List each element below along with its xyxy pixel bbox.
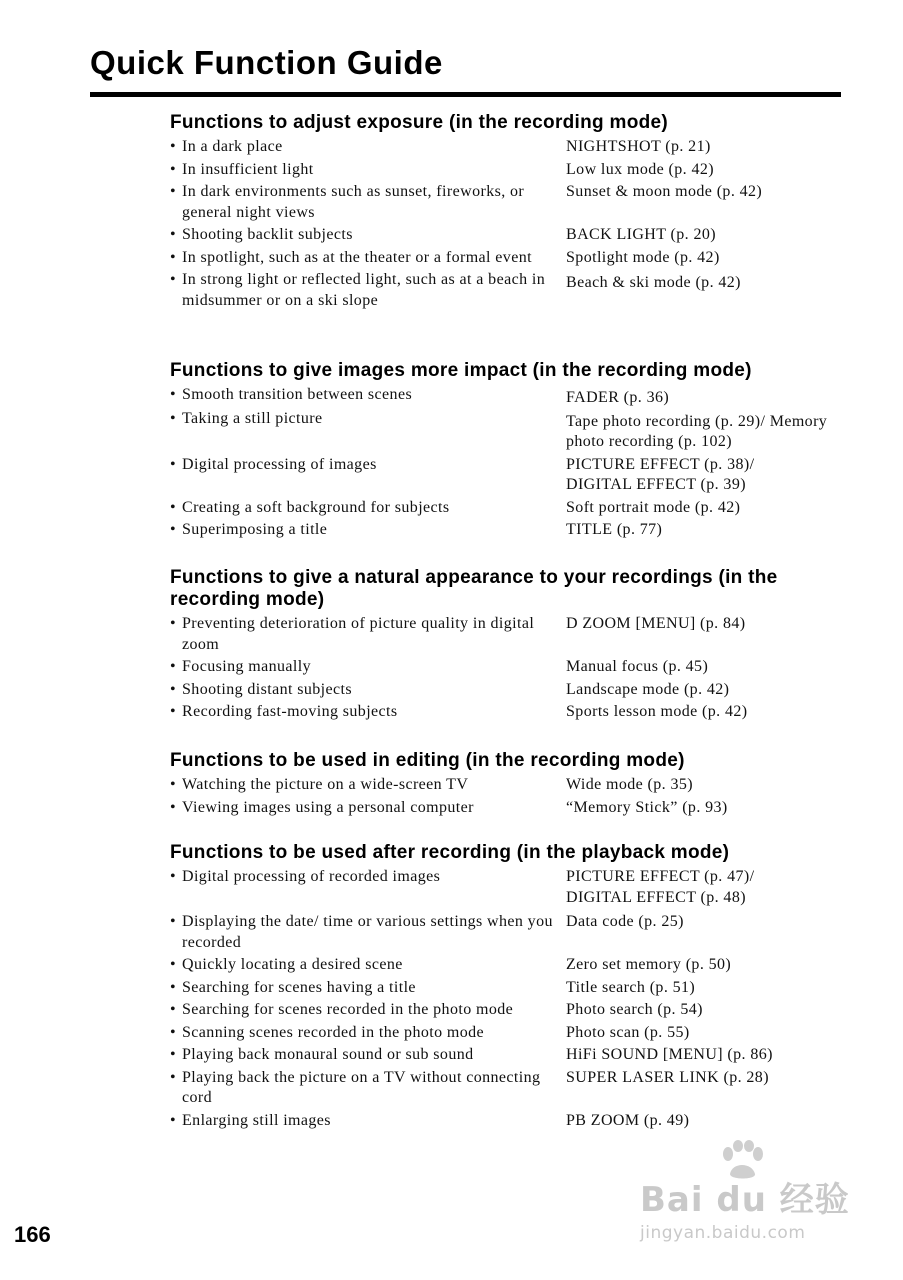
function-ref: “Memory Stick” (p. 93) xyxy=(566,798,728,816)
bullet: • xyxy=(170,183,177,200)
bullet: • xyxy=(170,138,177,155)
task-text: Scanning scenes recorded in the photo mode xyxy=(182,1023,485,1041)
bullet: • xyxy=(170,160,177,178)
list-item xyxy=(170,1045,850,1066)
section-heading: Functions to be used after recording (in the playback mode) xyxy=(170,842,730,863)
list-item xyxy=(170,455,850,496)
bullet: • xyxy=(170,978,177,996)
bullet: • xyxy=(170,1001,177,1018)
function-ref: Photo scan (p. 55) xyxy=(566,1023,690,1041)
function-ref: NIGHTSHOT (p. 21) xyxy=(566,138,711,155)
list-item xyxy=(170,409,850,453)
task-text: Searching for scenes having a title xyxy=(182,978,416,996)
task-text: Superimposing a title xyxy=(182,521,328,538)
task-text: Enlarging still images xyxy=(182,1111,331,1129)
list-item xyxy=(170,798,850,819)
bullet: • xyxy=(170,248,177,266)
paw-icon xyxy=(718,1140,766,1180)
task-text: Searching for scenes recorded in the photo mode xyxy=(182,1001,514,1018)
function-ref: Data code (p. 25) xyxy=(566,913,684,930)
function-ref: Sunset & moon mode (p. 42) xyxy=(566,183,763,200)
task-text: Shooting distant subjects xyxy=(182,680,352,698)
bullet: • xyxy=(170,1046,177,1063)
task-text: Focusing manually xyxy=(182,658,312,675)
task-text: Digital processing of recorded images xyxy=(182,868,441,885)
function-ref: Manual focus (p. 45) xyxy=(566,658,709,675)
task-text: In insufficient light xyxy=(182,160,314,178)
function-ref: Sports lesson mode (p. 42) xyxy=(566,703,748,720)
bullet: • xyxy=(170,386,177,403)
list-item xyxy=(170,955,850,976)
function-ref: Landscape mode (p. 42) xyxy=(566,680,730,698)
bullet: • xyxy=(170,271,177,288)
function-ref: BACK LIGHT (p. 20) xyxy=(566,226,717,243)
list-item xyxy=(170,248,850,269)
function-ref: Soft portrait mode (p. 42) xyxy=(566,498,741,516)
function-ref: TITLE (p. 77) xyxy=(566,521,663,538)
bullet: • xyxy=(170,409,177,427)
list-item xyxy=(170,137,850,158)
function-ref: PICTURE EFFECT (p. 47)/ DIGITAL EFFECT (p. 48) xyxy=(566,868,755,906)
bullet: • xyxy=(170,1111,177,1129)
page-title: Quick Function Guide xyxy=(90,44,443,81)
list-item xyxy=(170,1000,850,1021)
task-text: Shooting backlit subjects xyxy=(182,226,353,243)
section-natural xyxy=(170,567,850,723)
list-item xyxy=(170,867,850,908)
bullet: • xyxy=(170,498,177,516)
bullet: • xyxy=(170,455,177,473)
section-heading: Functions to give images more impact (in the recording mode) xyxy=(170,360,752,381)
function-ref: Zero set memory (p. 50) xyxy=(566,956,732,973)
function-ref: FADER (p. 36) xyxy=(566,389,670,406)
section-impact xyxy=(170,360,850,541)
bullet: • xyxy=(170,226,177,243)
page-number: 166 xyxy=(14,1222,51,1247)
section-exposure xyxy=(170,112,850,311)
task-text: Playing back the picture on a TV without connecting cord xyxy=(182,1068,541,1106)
task-text: Playing back monaural sound or sub sound xyxy=(182,1046,474,1063)
function-ref: D ZOOM [MENU] (p. 84) xyxy=(566,615,746,632)
function-ref: Beach & ski mode (p. 42) xyxy=(566,274,741,291)
watermark-logo: Bai du 经验 xyxy=(640,1180,850,1220)
bullet: • xyxy=(170,703,177,720)
list-item xyxy=(170,1023,850,1044)
list-item xyxy=(170,1111,850,1132)
list-item xyxy=(170,520,850,541)
task-text: Preventing deterioration of picture quality in digital zoom xyxy=(182,615,535,653)
list-item xyxy=(170,160,850,181)
task-text: Creating a soft background for subjects xyxy=(182,498,450,516)
section-heading: Functions to give a natural appearance to your recordings (in the recording mode) xyxy=(170,567,778,610)
bullet: • xyxy=(170,521,177,538)
task-text: In a dark place xyxy=(182,138,283,155)
list-item xyxy=(170,225,850,246)
function-ref: PICTURE EFFECT (p. 38)/ DIGITAL EFFECT (p. 39) xyxy=(566,455,755,493)
title-rule xyxy=(90,92,841,97)
function-ref: SUPER LASER LINK (p. 28) xyxy=(566,1068,769,1086)
section-heading: Functions to be used in editing (in the recording mode) xyxy=(170,750,685,771)
task-text: In strong light or reflected light, such as at a beach in midsummer or on a ski slope xyxy=(182,271,546,309)
bullet: • xyxy=(170,1068,177,1086)
list-item xyxy=(170,270,850,311)
task-text: Quickly locating a desired scene xyxy=(182,956,403,973)
task-text: Digital processing of images xyxy=(182,455,377,473)
bullet: • xyxy=(170,1023,177,1041)
function-ref: PB ZOOM (p. 49) xyxy=(566,1111,690,1129)
list-item xyxy=(170,385,850,409)
bullet: • xyxy=(170,658,177,675)
task-text: Displaying the date/ time or various settings when you recorded xyxy=(182,913,553,951)
watermark xyxy=(640,1150,855,1245)
bullet: • xyxy=(170,615,177,632)
task-text: In dark environments such as sunset, fireworks, or general night views xyxy=(182,183,525,221)
task-text: In spotlight, such as at the theater or a formal event xyxy=(182,248,532,266)
section-editing xyxy=(170,750,850,818)
list-item xyxy=(170,912,850,953)
function-ref: Photo search (p. 54) xyxy=(566,1001,703,1018)
bullet: • xyxy=(170,798,177,816)
list-item xyxy=(170,702,850,723)
section-playback xyxy=(170,842,850,1131)
function-ref: Title search (p. 51) xyxy=(566,978,696,996)
list-item xyxy=(170,978,850,999)
watermark-url: jingyan.baidu.com xyxy=(640,1223,806,1243)
task-text: Viewing images using a personal computer xyxy=(182,798,474,816)
bullet: • xyxy=(170,956,177,973)
list-item xyxy=(170,182,850,223)
list-item xyxy=(170,614,850,655)
function-ref: Spotlight mode (p. 42) xyxy=(566,248,720,266)
function-ref: Wide mode (p. 35) xyxy=(566,776,694,793)
task-text: Recording fast-moving subjects xyxy=(182,703,398,720)
function-ref: Tape photo recording (p. 29)/ Memory photo recording (p. 102) xyxy=(566,412,828,450)
task-text: Watching the picture on a wide-screen TV xyxy=(182,776,469,793)
task-text: Smooth transition between scenes xyxy=(182,386,413,403)
list-item xyxy=(170,775,850,796)
bullet: • xyxy=(170,776,177,793)
function-ref: HiFi SOUND [MENU] (p. 86) xyxy=(566,1046,773,1063)
list-item xyxy=(170,680,850,701)
section-heading: Functions to adjust exposure (in the recording mode) xyxy=(170,112,669,133)
list-item xyxy=(170,1068,850,1109)
task-text: Taking a still picture xyxy=(182,409,323,427)
bullet: • xyxy=(170,913,177,930)
bullet: • xyxy=(170,868,177,885)
function-ref: Low lux mode (p. 42) xyxy=(566,160,714,178)
bullet: • xyxy=(170,680,177,698)
list-item xyxy=(170,657,850,678)
list-item xyxy=(170,498,850,519)
